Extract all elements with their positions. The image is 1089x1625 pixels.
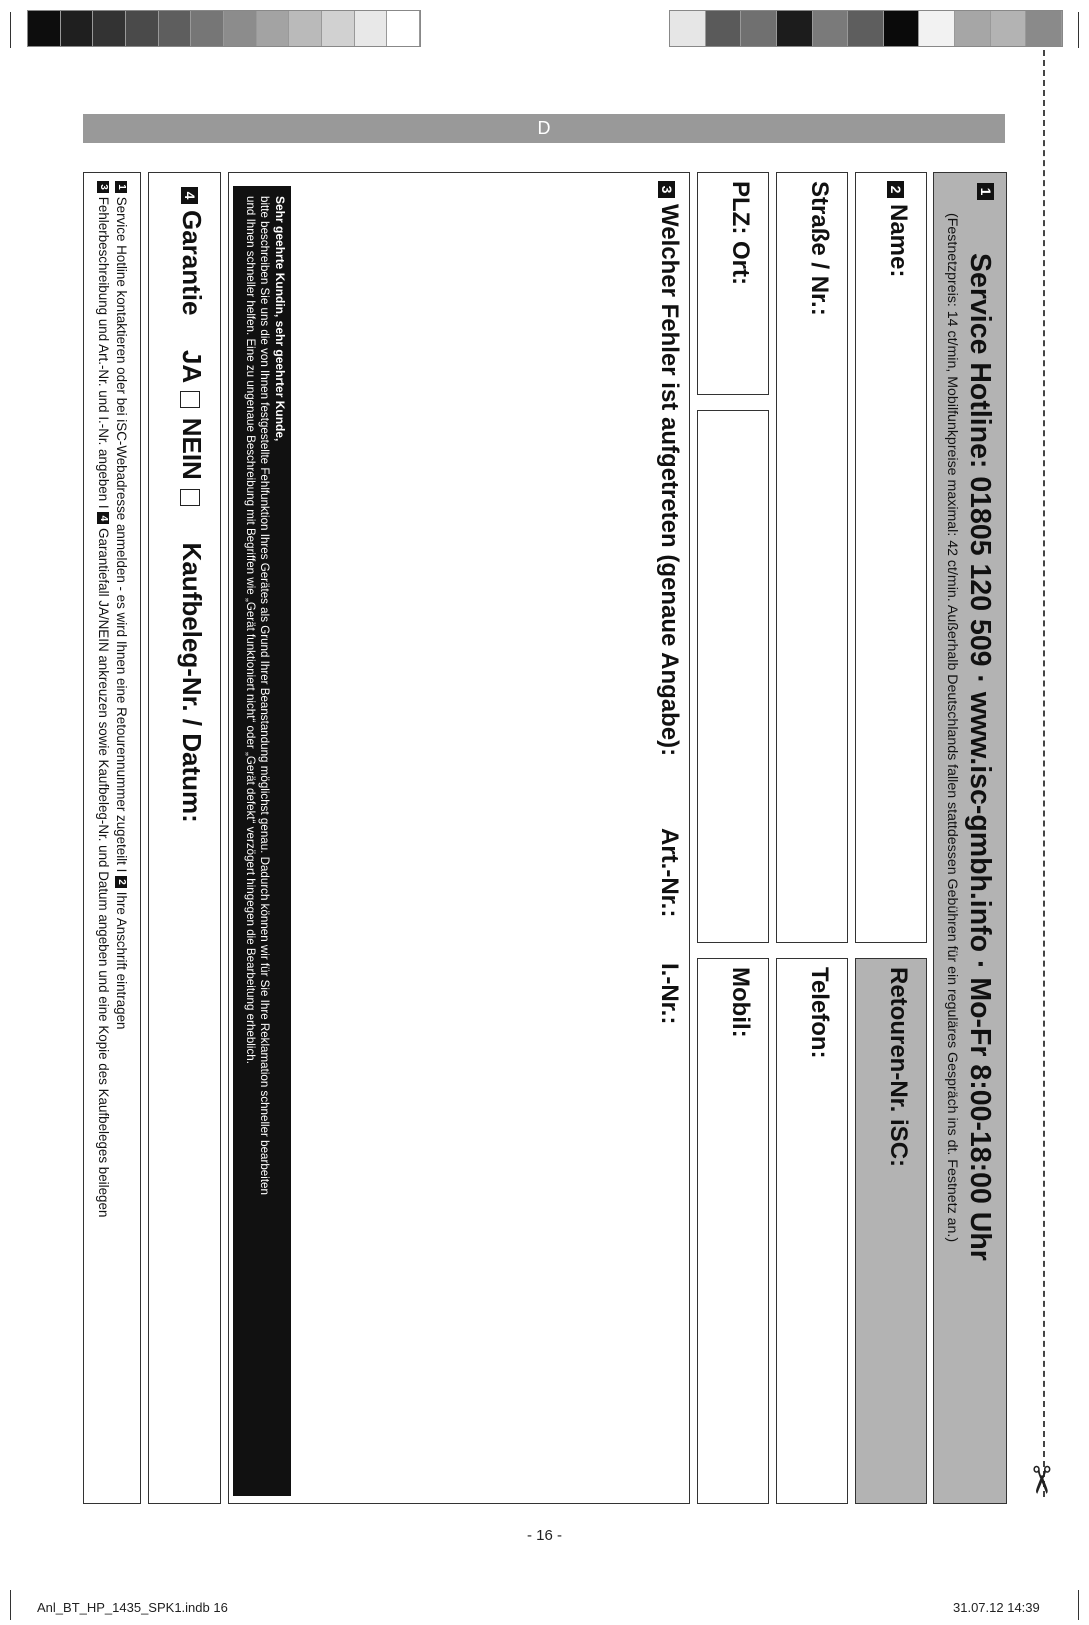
calibration-swatch (670, 11, 706, 46)
calibration-swatch (777, 11, 813, 46)
calibration-swatch (289, 11, 322, 46)
notice-line-2: und Ihnen schneller helfen. Eine zu ungenaue Beschreibung mit Begriffen wie „Gerät funktioniert nicht“ oder „Gerät defekt“ verzögert hingegen die Bearbeitung erheblich. (244, 196, 257, 1064)
name-field[interactable] (855, 172, 927, 943)
calibration-swatch (955, 11, 991, 46)
cut-line (1043, 50, 1045, 1497)
calibration-swatch (28, 11, 61, 46)
color-calibration-bar-right (669, 10, 1063, 47)
hotline-price-note: (Festnetzpreis: 14 ct/min, Mobilfunkpreise maximal: 42 ct/min. Außerhalb Deutschlands fallen stattdessen Gebühren für ein reguläres Gespräch ins dt. Festnetz an.) (944, 213, 960, 1243)
strasse-field[interactable] (776, 172, 848, 943)
hotline-box (933, 172, 1007, 1504)
crop-mark-bottom-right (1078, 1590, 1079, 1620)
strasse-label: Straße / Nr.: (806, 181, 833, 316)
retouren-label: Retouren-Nr. iSC: (885, 967, 912, 1168)
instr-num-4: 4 (97, 512, 109, 524)
step-number-1: 1 (977, 183, 994, 200)
crop-mark-bottom-left (10, 1590, 11, 1620)
crop-mark-left (10, 12, 11, 48)
name-label: Name: (885, 204, 912, 278)
crop-mark-right (1078, 12, 1079, 48)
kaufbeleg-label: Kaufbeleg-Nr. / Datum: (177, 542, 207, 823)
instr-text-4: Garantiefall JA/NEIN ankreuzen sowie Kaufbeleg-Nr. und Datum angeben und eine Kopie des Kaufbeleges beilegen (96, 528, 111, 1218)
retouren-field[interactable] (855, 958, 927, 1504)
notice-heading: Sehr geehrte Kundin, sehr geehrter Kunde, (273, 196, 287, 442)
calibration-swatch (919, 11, 955, 46)
art-nr-label: Art.-Nr.: (656, 828, 683, 918)
ort-label: Ort: (727, 241, 754, 285)
color-calibration-bar-left (27, 10, 421, 47)
telefon-label: Telefon: (806, 967, 833, 1059)
hotline-title: Service Hotline: 01805 120 509 · www.isc-gmbh.info · Mo-Fr 8:00-18:00 Uhr (964, 253, 996, 1261)
plz-field[interactable] (697, 172, 769, 395)
telefon-field[interactable] (776, 958, 848, 1504)
calibration-swatch (224, 11, 257, 46)
warranty-box (148, 172, 221, 1504)
fault-description-field[interactable] (228, 172, 690, 1504)
calibration-swatch (61, 11, 94, 46)
calibration-swatch (387, 11, 420, 46)
scissors-icon: ✂ (1019, 1464, 1061, 1496)
calibration-swatch (126, 11, 159, 46)
calibration-swatch (706, 11, 742, 46)
calibration-swatch (355, 11, 388, 46)
customer-notice (233, 186, 291, 1496)
calibration-swatch (191, 11, 224, 46)
instructions-line-1 (112, 181, 130, 1491)
calibration-swatch (813, 11, 849, 46)
instructions-box (83, 172, 141, 1504)
mobil-label: Mobil: (727, 967, 754, 1038)
step-number-2: 2 (887, 181, 904, 198)
page-number: - 16 - (526, 1527, 562, 1544)
calibration-swatch (848, 11, 884, 46)
ja-checkbox[interactable] (180, 391, 200, 408)
notice-line-1: bitte beschreiben Sie uns die von Ihnen festgestellte Fehlfunktion Ihres Gerätes als Grund Ihrer Beanstandung möglichst genau. Dadurch können wir für Sie Ihre Reklamation schneller bearbeiten (258, 196, 272, 1195)
ort-field[interactable] (697, 410, 769, 943)
instr-num-3: 3 (97, 181, 109, 193)
calibration-swatch (1026, 11, 1062, 46)
language-header: D (83, 114, 1005, 143)
plz-label: PLZ: (727, 181, 754, 235)
warranty-label: Garantie (177, 210, 207, 316)
calibration-swatch (159, 11, 192, 46)
i-nr-label: I.-Nr.: (656, 963, 683, 1025)
calibration-swatch (93, 11, 126, 46)
file-name: Anl_BT_HP_1435_SPK1.indb 16 (37, 1600, 228, 1615)
nein-checkbox[interactable] (180, 489, 200, 506)
instr-num-2: 2 (115, 876, 127, 888)
calibration-swatch (884, 11, 920, 46)
calibration-swatch (257, 11, 290, 46)
step-number-4: 4 (181, 187, 198, 204)
warranty-nein: NEIN (177, 417, 207, 480)
step-number-3: 3 (658, 181, 675, 198)
calibration-swatch (991, 11, 1027, 46)
calibration-swatch (322, 11, 355, 46)
instr-num-1: 1 (115, 181, 127, 193)
mobil-field[interactable] (697, 958, 769, 1504)
instr-text-2: Ihre Anschrift eintragen (114, 891, 129, 1030)
instr-text-1: Service Hotline kontaktieren oder bei iSC-Webadresse anmelden - es wird Ihnen eine Retourennummer zugeteilt I (114, 196, 129, 877)
fault-question: Welcher Fehler ist aufgetreten (genaue Angabe): (656, 204, 683, 757)
instructions-line-2 (94, 181, 112, 1491)
print-date: 31.07.12 14:39 (953, 1600, 1040, 1615)
calibration-swatch (741, 11, 777, 46)
instr-text-3: Fehlerbeschreibung und Art.-Nr. und I.-Nr. angeben I (96, 196, 111, 513)
warranty-ja: JA (177, 349, 207, 383)
